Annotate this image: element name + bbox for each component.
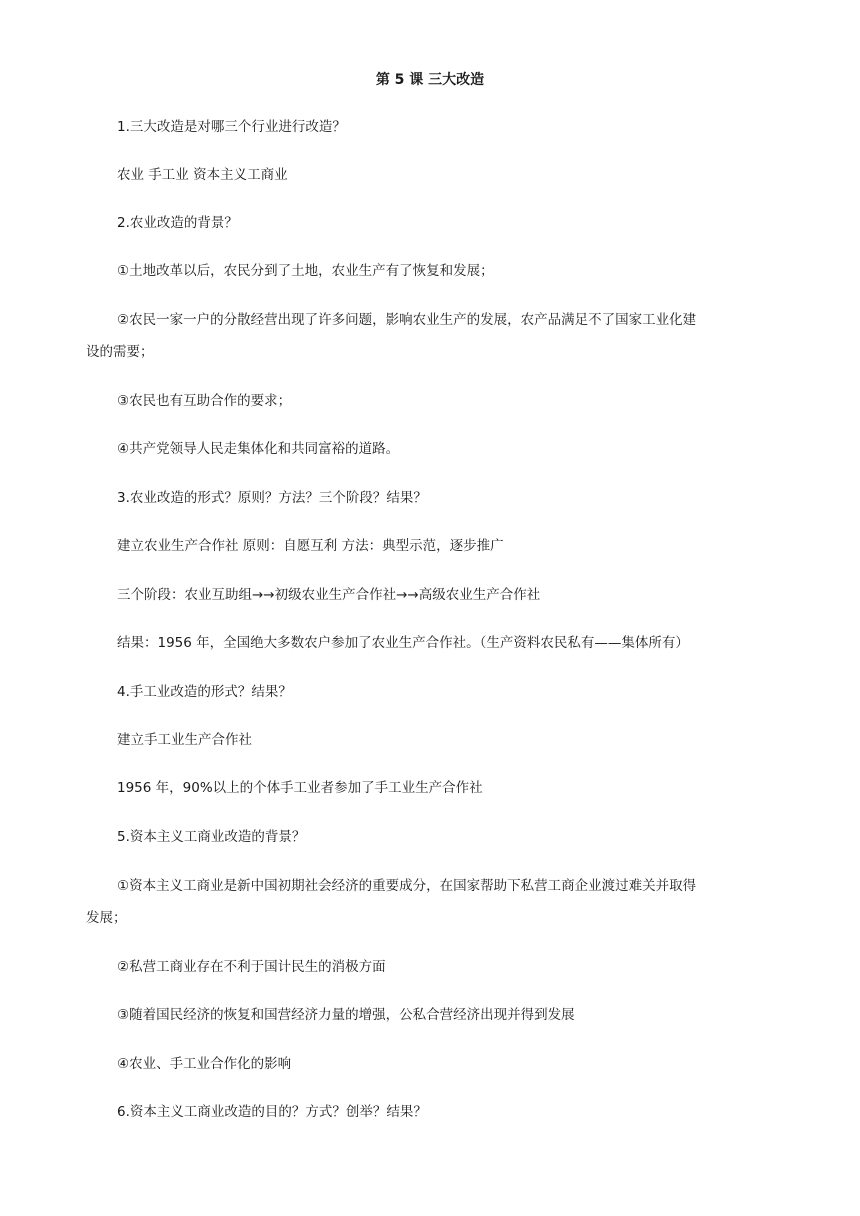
answer-1: 农业 手工业 资本主义工商业 bbox=[117, 167, 288, 183]
answer-5-item-1-cont: 发展； bbox=[86, 910, 127, 926]
question-6: 6.资本主义工商业改造的目的？方式？创举？结果？ bbox=[117, 1104, 427, 1120]
answer-5-item-4: ④农业、手工业合作化的影响 bbox=[117, 1056, 292, 1072]
answer-3-stages: 三个阶段：农业互助组→→初级农业生产合作社→→高级农业生产合作社 bbox=[117, 587, 541, 603]
answer-3-result: 结果：1956 年，全国绝大多数农户参加了农业生产合作社。（生产资料农民私有——集体所有） bbox=[117, 635, 689, 651]
answer-4-form: 建立手工业生产合作社 bbox=[117, 732, 252, 748]
question-1: 1.三大改造是对哪三个行业进行改造？ bbox=[117, 119, 346, 135]
answer-2-item-4: ④共产党领导人民走集体化和共同富裕的道路。 bbox=[117, 441, 400, 457]
answer-5-item-3: ③随着国民经济的恢复和国营经济力量的增强，公私合营经济出现并得到发展 bbox=[117, 1007, 575, 1023]
question-3: 3.农业改造的形式？原则？方法？三个阶段？结果？ bbox=[117, 490, 427, 506]
question-5: 5.资本主义工商业改造的背景？ bbox=[117, 829, 306, 845]
answer-4-result: 1956 年，90%以上的个体手工业者参加了手工业生产合作社 bbox=[117, 780, 483, 796]
answer-3-form: 建立农业生产合作社 原则：自愿互利 方法：典型示范，逐步推广 bbox=[117, 538, 504, 554]
answer-2-item-3: ③农民也有互助合作的要求； bbox=[117, 393, 292, 409]
answer-2-item-2-cont: 设的需要； bbox=[86, 344, 154, 360]
page-title: 第 5 课 三大改造 bbox=[375, 72, 485, 88]
answer-2-item-1: ①土地改革以后，农民分到了土地，农业生产有了恢复和发展； bbox=[117, 263, 494, 279]
question-4: 4.手工业改造的形式？结果？ bbox=[117, 684, 292, 700]
answer-5-item-2: ②私营工商业存在不利于国计民生的消极方面 bbox=[117, 959, 386, 975]
answer-2-item-2: ②农民一家一户的分散经营出现了许多问题，影响农业生产的发展，农产品满足不了国家工业化建 bbox=[117, 312, 697, 328]
answer-5-item-1: ①资本主义工商业是新中国初期社会经济的重要成分，在国家帮助下私营工商企业渡过难关并取得 bbox=[117, 878, 697, 894]
question-2: 2.农业改造的背景？ bbox=[117, 215, 238, 231]
